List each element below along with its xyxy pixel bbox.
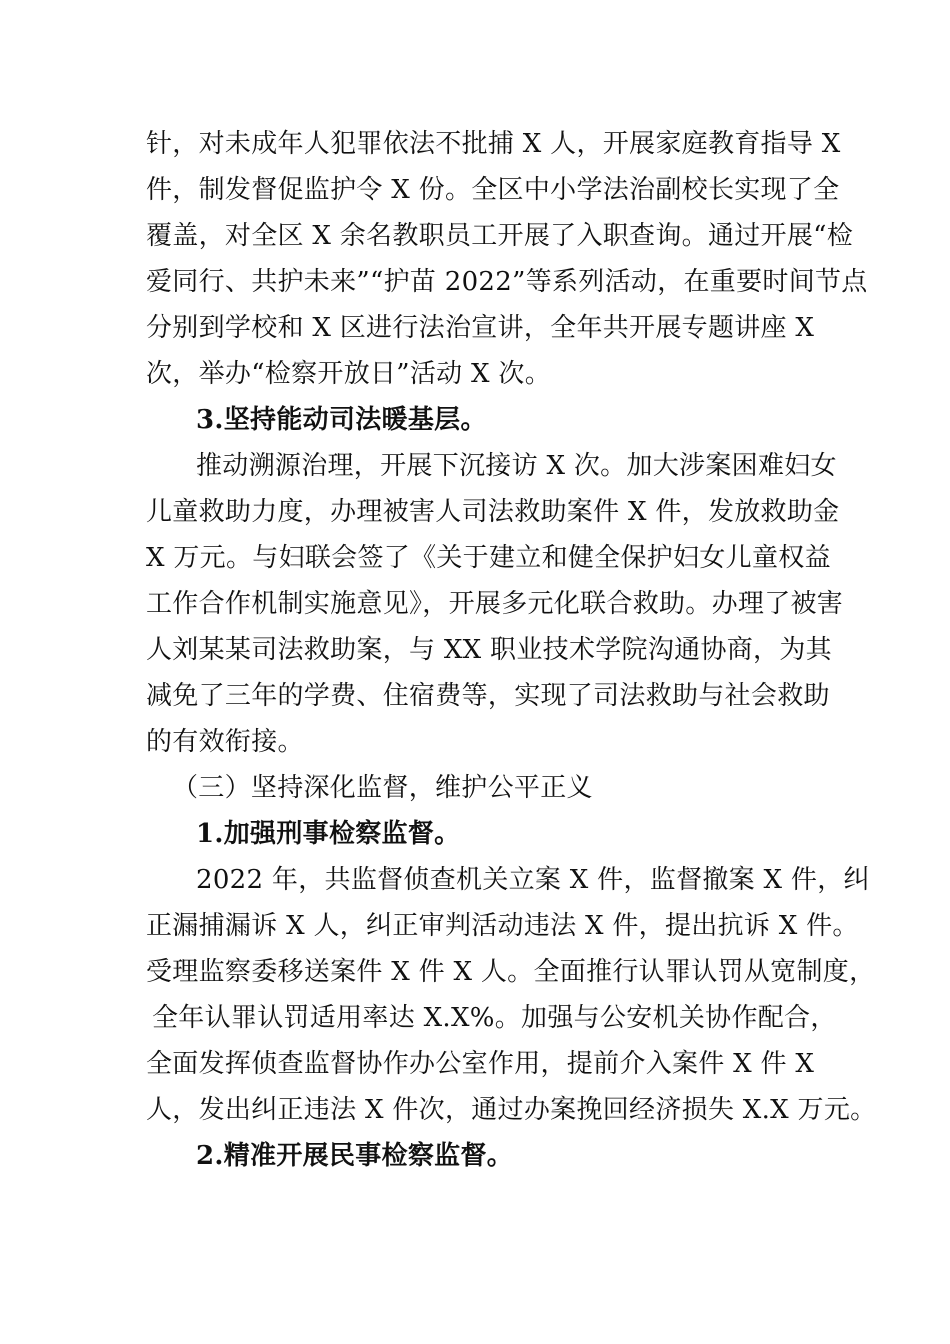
paragraph-line: 2022 年，共监督侦查机关立案 X 件，监督撤案 X 件，纠: [196, 865, 870, 895]
paragraph-line: 人，发出纠正违法 X 件次，通过办案挽回经济损失 X.X 万元。: [146, 1095, 877, 1125]
paragraph-line: 正漏捕漏诉 X 人，纠正审判活动违法 X 件，提出抗诉 X 件。: [146, 911, 859, 941]
paragraph-line: 工作合作机制实施意见》，开展多元化联合救助。办理了被害: [146, 589, 844, 619]
section-heading-three: （三）坚持深化监督，维护公平正义: [172, 773, 593, 803]
paragraph-line: 分别到学校和 X 区进行法治宣讲，全年共开展专题讲座 X: [146, 313, 815, 343]
paragraph-line: 次，举办“检察开放日”活动 X 次。: [146, 359, 552, 389]
paragraph-line: 人刘某某司法救助案，与 XX 职业技术学院沟通协商，为其: [146, 635, 832, 665]
paragraph-line: 推动溯源治理，开展下沉接访 X 次。加大涉案困难妇女: [196, 451, 837, 481]
paragraph-line: 覆盖，对全区 X 余名教职员工开展了入职查询。通过开展“检: [146, 221, 854, 251]
paragraph-line: 爱同行、共护未来”“护苗 2022”等系列活动，在重要时间节点: [146, 267, 868, 297]
section-heading-1: 1.加强刑事检察监督。: [196, 819, 461, 849]
paragraph-line: 件，制发督促监护令 X 份。全区中小学法治副校长实现了全: [146, 175, 840, 205]
paragraph-line: 减免了三年的学费、住宿费等，实现了司法救助与社会救助: [146, 681, 830, 711]
paragraph-line: 的有效衔接。: [146, 727, 304, 757]
paragraph-line: 全年认罪认罚适用率达 X.X%。加强与公安机关协作配合，: [152, 1003, 837, 1033]
section-heading-3: 3.坚持能动司法暖基层。: [196, 405, 487, 435]
paragraph-line: 受理监察委移送案件 X 件 X 人。全面推行认罪认罚从宽制度，: [146, 957, 876, 987]
section-heading-2: 2.精准开展民事检察监督。: [196, 1141, 514, 1171]
paragraph-line: X 万元。与妇联会签了《关于建立和健全保护妇女儿童权益: [146, 543, 831, 573]
paragraph-line: 全面发挥侦查监督协作办公室作用，提前介入案件 X 件 X: [146, 1049, 815, 1079]
paragraph-line: 儿童救助力度，办理被害人司法救助案件 X 件，发放救助金: [146, 497, 840, 527]
paragraph-line: 针，对未成年人犯罪依法不批捕 X 人，开展家庭教育指导 X: [146, 129, 841, 159]
